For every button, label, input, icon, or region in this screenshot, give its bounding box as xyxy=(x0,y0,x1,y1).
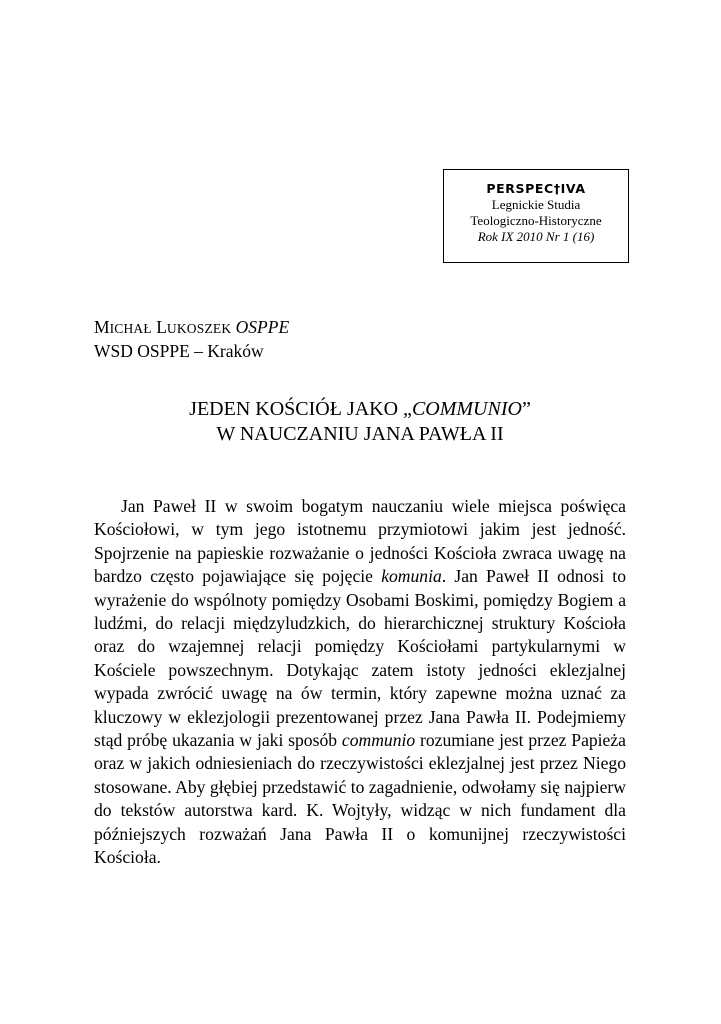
body-text-segment-2: . Jan Paweł II odnosi to wyrażenie do wspólnoty pomiędzy Osobami Boskimi, pomiędzy Bogiem a ludźmi, do relacji międzyludzkich, do hierarchicznej struktury Kościoła oraz do wzajemnej relacji pomiędzy Kościołami partykularnymi w Kościele powszechnym. Dotykając zatem istoty jedności eklezjalnej wypada zwrócić uwagę na ów termin, który zapewne można uznać za kluczowy w eklezjologii prezentowanej przez Jana Pawła II. Podejmiemy stąd próbę ukazania w jaki sposób xyxy=(94,566,626,751)
journal-issue: Rok IX 2010 Nr 1 (16) xyxy=(477,229,595,244)
author-last-initial: L xyxy=(156,317,167,337)
author-block xyxy=(94,316,289,363)
body-paragraph xyxy=(94,495,626,870)
title-line-1 xyxy=(94,397,626,422)
body-text-segment-1: Jan Paweł II w swoim bogatym nauczaniu wiele miejsca poświęca Kościołowi, w tym jego istotnemu przymiotowi jakim jest jedność. Spojrzenie na papieskie rozważanie o jedności Kościoła zwraca uwagę na bardzo często pojawiające się pojęcie xyxy=(94,496,626,587)
journal-subtitle-line-2: Teologiczno-Historyczne xyxy=(470,213,602,228)
journal-subtitle-line-1: Legnickie Studia xyxy=(491,197,581,212)
author-first-initial: M xyxy=(94,317,110,337)
journal-info-box xyxy=(443,169,629,263)
title-line-1-prefix: JEDEN KOŚCIÓŁ JAKO „ xyxy=(189,398,412,420)
body-text-segment-3: rozumiane jest przez Papieża oraz w jakich odniesieniach do rzeczywistości eklezjalnej jest przez Niego stosowane. Aby głębiej przedstawić to zagadnienie, odwołamy się najpierw do tekstów autorstwa kard. K. Wojtyły, widząc w nich fundament dla późniejszych rozważań Jana Pawła II o komunijnej rzeczywistości Kościoła. xyxy=(94,730,626,868)
body-italic-term-1: komunia xyxy=(381,566,442,587)
author-first-rest: ICHAŁ xyxy=(109,321,152,336)
title-line-1-italic: COMMUNIO xyxy=(411,398,522,420)
journal-name: PERSPEC†IVA xyxy=(486,181,586,196)
author-name xyxy=(94,316,289,340)
author-last-rest: UKOSZEK xyxy=(166,321,232,336)
author-affiliation: WSD OSPPE – Kraków xyxy=(94,341,264,361)
body-italic-term-2: communio xyxy=(341,730,416,751)
title-line-1-suffix: ” xyxy=(521,398,531,420)
author-order: OSPPE xyxy=(235,317,290,337)
title-line-2: W NAUCZANIU JANA PAWŁA II xyxy=(216,423,504,445)
article-title xyxy=(94,397,626,447)
